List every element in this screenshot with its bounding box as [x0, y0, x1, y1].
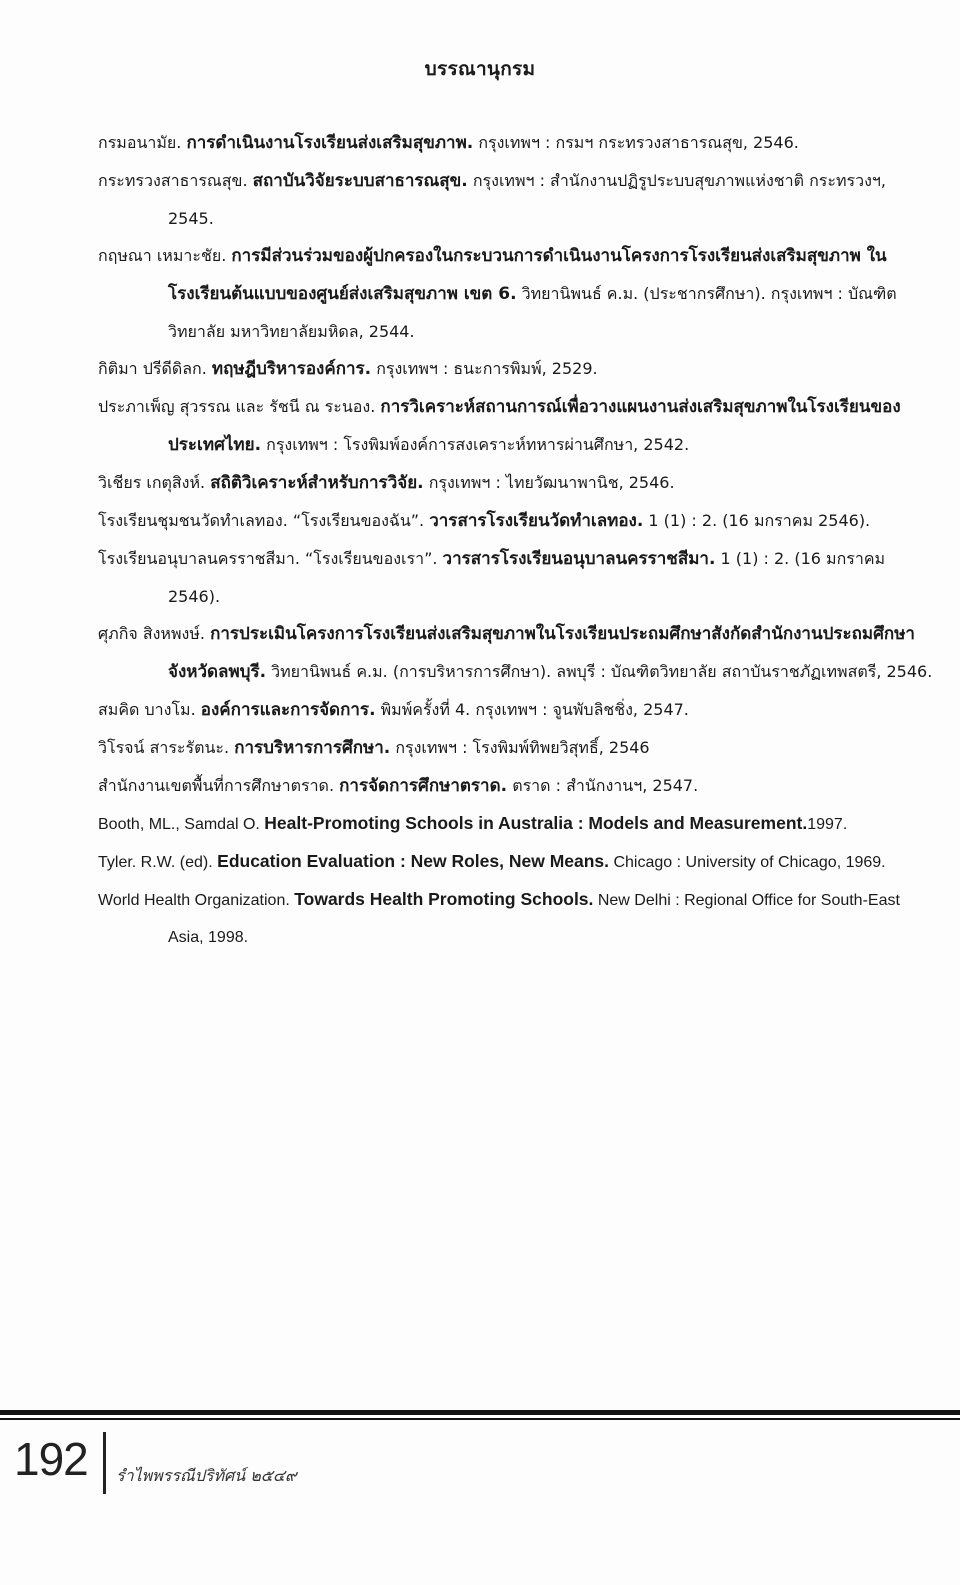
reference-publication: กรุงเทพฯ : ไทยวัฒนาพานิช, 2546. — [423, 473, 675, 492]
reference-entry — [98, 237, 936, 350]
reference-publication: กรุงเทพฯ : กรมฯ กระทรวงสาธารณสุข, 2546. — [473, 133, 799, 152]
page-number: 192 — [14, 1433, 88, 1485]
reference-title: สถิติวิเคราะห์สำหรับการวิจัย. — [210, 473, 424, 493]
reference-publication: Chicago : University of Chicago, 1969. — [609, 854, 886, 871]
reference-entry — [98, 124, 936, 162]
reference-title: การดำเนินงานโรงเรียนส่งเสริมสุขภาพ. — [186, 133, 474, 153]
reference-author: กฤษณา เหมาะชัย. — [98, 246, 232, 265]
reference-publication: 1997. — [807, 816, 848, 833]
reference-entry — [98, 388, 936, 464]
reference-publication: กรุงเทพฯ : สำนักงานปฏิรูประบบสุขภาพแห่งชาติ กระทรวงฯ, 2545. — [168, 171, 886, 228]
reference-author: Booth, ML., Samdal O. — [98, 816, 265, 833]
reference-entry — [98, 843, 936, 881]
reference-title: Towards Health Promoting Schools. — [294, 889, 594, 909]
footer-rule-secondary — [0, 1418, 960, 1420]
reference-entry — [98, 729, 936, 767]
reference-publication: New Delhi : Regional Office for South-East Asia, 1998. — [168, 892, 900, 946]
reference-title: องค์การและการจัดการ. — [200, 700, 376, 720]
reference-author: กระทรวงสาธารณสุข. — [98, 171, 253, 190]
reference-publication: วิทยานิพนธ์ ค.ม. (ประชากรศึกษา). กรุงเทพฯ : บัณฑิตวิทยาลัย มหาวิทยาลัยมหิดล, 2544. — [168, 284, 897, 341]
reference-entry — [98, 540, 936, 615]
reference-title: วารสารโรงเรียนอนุบาลนครราชสีมา. — [442, 549, 716, 569]
reference-title: การประเมินโครงการโรงเรียนส่งเสริมสุขภาพในโรงเรียนประถมศึกษาสังกัดสำนักงานประถมศึกษาจังหวัดลพบุรี. — [168, 624, 915, 682]
reference-author: สมคิด บางโม. — [98, 700, 201, 719]
reference-title: การจัดการศึกษาตราด. — [339, 776, 508, 796]
reference-title: Education Evaluation : New Roles, New Means. — [217, 851, 610, 871]
footer-divider — [103, 1432, 106, 1494]
reference-author: วิโรจน์ สาระรัตนะ. — [98, 738, 235, 757]
reference-title: การมีส่วนร่วมของผู้ปกครองในกระบวนการดำเนินงานโครงการโรงเรียนส่งเสริมสุขภาพ ในโรงเรียนต้นแบบของศูนย์ส่งเสริมสุขภาพ เขต 6. — [168, 246, 887, 304]
reference-publication: กรุงเทพฯ : โรงพิมพ์องค์การสงเคราะห์ทหารผ่านศึกษา, 2542. — [261, 435, 690, 454]
reference-title: ทฤษฎีบริหารองค์การ. — [211, 359, 372, 379]
reference-entry — [98, 464, 936, 502]
footer-rule — [0, 1410, 960, 1415]
reference-author: ประภาเพ็ญ สุวรรณ และ รัชนี ณ ระนอง. — [98, 397, 381, 416]
reference-author: World Health Organization. — [98, 892, 295, 909]
page-heading: บรรณานุกรม — [424, 58, 536, 80]
reference-publication: ตราด : สำนักงานฯ, 2547. — [507, 776, 699, 795]
reference-author: กรมอนามัย. — [98, 133, 187, 152]
reference-author: วิเชียร เกตุสิงห์. — [98, 473, 211, 492]
reference-author: Tyler. R.W. (ed). — [98, 854, 218, 871]
reference-publication: กรุงเทพฯ : โรงพิมพ์ทิพยวิสุทธิ์, 2546 — [390, 738, 650, 757]
reference-entry — [98, 350, 936, 388]
reference-author: โรงเรียนชุมชนวัดทำเลทอง. “โรงเรียนของฉัน”. — [98, 511, 430, 530]
reference-author: ศุภกิจ สิงหพงษ์. — [98, 624, 211, 643]
reference-entry — [98, 162, 936, 237]
reference-publication: วิทยานิพนธ์ ค.ม. (การบริหารการศึกษา). ลพบุรี : บัณฑิตวิทยาลัย สถาบันราชภัฏเทพสตรี, 2546. — [266, 662, 933, 681]
reference-entry — [98, 615, 936, 691]
reference-author: สำนักงานเขตพื้นที่การศึกษาตราด. — [98, 776, 340, 795]
reference-title: Healt-Promoting Schools in Australia : Models and Measurement. — [264, 813, 808, 833]
reference-entry — [98, 805, 936, 843]
bibliography-list — [98, 124, 936, 956]
reference-title: วารสารโรงเรียนวัดทำเลทอง. — [429, 511, 644, 531]
reference-title: การวิเคราะห์สถานการณ์เพื่อวางแผนงานส่งเสริมสุขภาพในโรงเรียนของประเทศไทย. — [168, 397, 901, 455]
reference-publication: 1 (1) : 2. (16 มกราคม 2546). — [643, 511, 871, 530]
reference-entry — [98, 881, 936, 956]
reference-entry — [98, 502, 936, 540]
reference-entry — [98, 767, 936, 805]
reference-author: โรงเรียนอนุบาลนครราชสีมา. “โรงเรียนของเรา”. — [98, 549, 443, 568]
reference-publication: 1 (1) : 2. (16 มกราคม 2546). — [168, 549, 886, 606]
reference-title: การบริหารการศึกษา. — [234, 738, 391, 758]
reference-title: สถาบันวิจัยระบบสาธารณสุข. — [252, 171, 468, 191]
reference-author: กิติมา ปรีดีดิลก. — [98, 359, 212, 378]
reference-publication: พิมพ์ครั้งที่ 4. กรุงเทพฯ : จูนพับลิชชิ่ง, 2547. — [375, 700, 689, 719]
reference-publication: กรุงเทพฯ : ธนะการพิมพ์, 2529. — [371, 359, 598, 378]
running-title: รำไพพรรณีปริทัศน์ ๒๕๔๙ — [116, 1466, 297, 1485]
reference-entry — [98, 691, 936, 729]
